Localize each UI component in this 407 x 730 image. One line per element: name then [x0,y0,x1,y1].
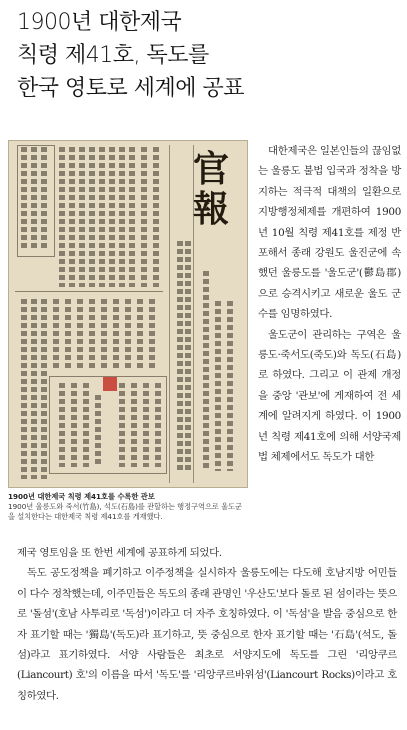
title-line-3: 한국 영토로 세계에 공표 [17,76,245,101]
image-caption [8,492,248,522]
paragraph-1: 대한제국은 일본인들의 끊임없는 울릉도 불법 입국과 정착을 방지하는 적극적 대책의 일환으로 지방행정체제를 개편하여 1900년 10월 칙령 제41호를 제정 반포해서 종래 강원도 울진군에 속했던 울릉도를 '울도군'(鬱島郡)으로 승격시키고 새로운 울도 군수를 임명하였다. [258,145,401,321]
caption-title: 1900년 대한제국 칙령 제41호를 수록한 관보 [8,492,155,501]
page-title [17,6,397,105]
gazette-scan-image [8,140,248,488]
paragraph-2-continued: 제국 영토임을 또 한번 세계에 공표하게 되었다. [17,547,222,559]
red-seal-mark [103,377,117,391]
gazette-masthead: 官報 [192,148,229,230]
paragraph-3: 독도 공도정책을 폐기하고 이주정책을 실시하자 울릉도에는 다도해 호남지방 어민들이 다수 정착했는데, 이주민들은 독도의 종래 관명인 '우산도'보다 돌로 된 섬이라는 뜻으로 '돌섬'(호남 사투리로 '독섬')이라고 더 자주 호칭하였다. 이 '독섬'을 발음 중심으로 한자 표기할 때는 '獨島'(독도)라 표기하고, 뜻 중심으로 한자 표기할 때는 '石島'(석도, 돌섬)라고 표기하였다. 서양 사람들은 최초로 서양지도에 독도를 그린 '리앙쿠르(Liancourt) 호'의 이름을 따서 '독도'를 '리앙쿠르바위섬'(Liancourt Rocks)이라고 호칭하였다. [17,567,397,702]
paragraph-2: 울도군이 관리하는 구역은 울릉도·죽서도(죽도)와 독도(石島)로 하였다. 그리고 이 관제 개정을 중앙 '관보'에 게재하여 전 세계에 알려지게 하였다. 이 1900년 칙령 제41호에 의해 서양국제법 체제에서도 독도가 대한 [258,328,401,464]
title-line-1: 1900년 대한제국 [17,10,182,35]
caption-body: 1900년 울릉도와 죽서(竹島), 석도(石島)를 관할하는 행정구역으로 울도군을 설치한다는 대한제국 칙령 제41호를 게재했다. [8,502,242,521]
bottom-text [17,543,397,706]
title-line-2: 칙령 제41호, 독도를 [17,43,209,68]
right-text-column [258,141,401,468]
